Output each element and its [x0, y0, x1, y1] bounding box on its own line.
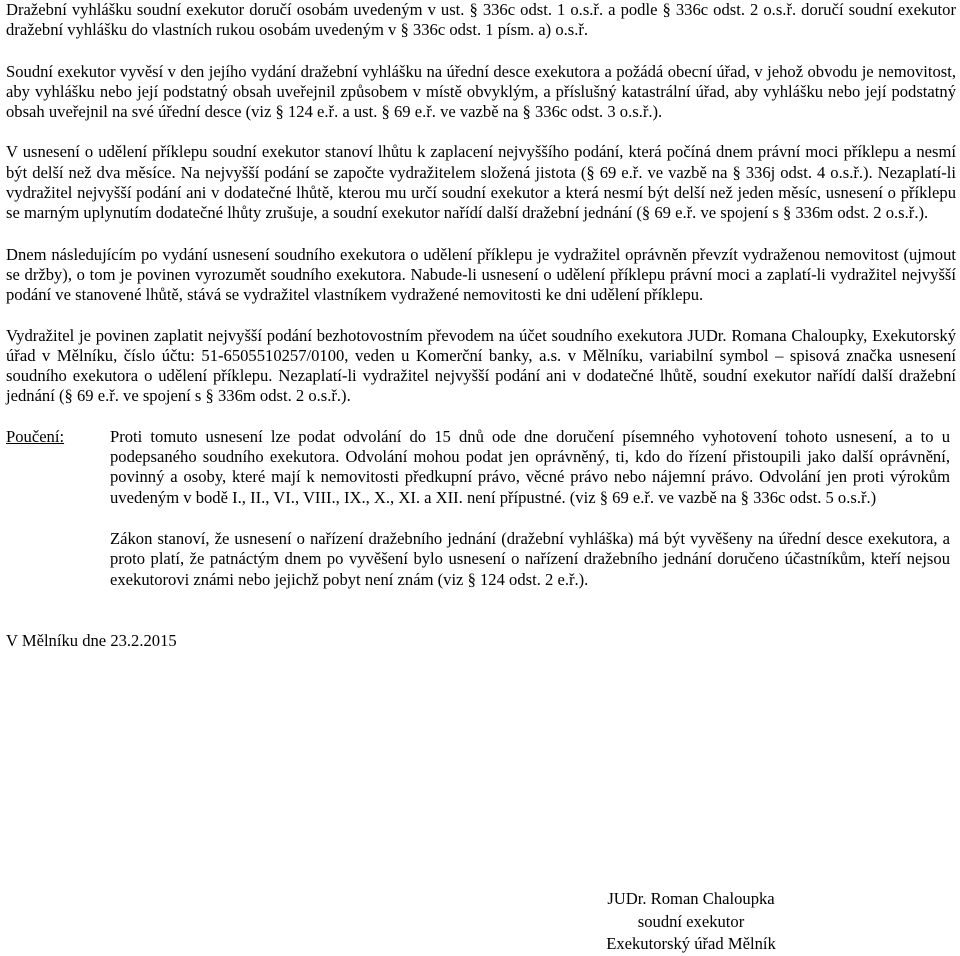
- paragraph-posting: Soudní exekutor vyvěsí v den jejího vydání dražební vyhlášku na úřední desce exekutora a požádá obecní úřad, v jehož obvodu je nemovitost, aby vyhlášku nebo její podstatný obsah uveřejnil způsobem v místě obvyklým, a příslušný katastrální úřad, aby vyhlášku nebo její podstatný obsah uveřejnil na své úřední desce (viz § 124 e.ř. a ust. § 69 e.ř. ve vazbě na § 336c odst. 3 o.s.ř.).: [6, 61, 956, 122]
- paragraph-payment-account: Vydražitel je povinen zaplatit nejvyšší podání bezhotovostním převodem na účet soudního exekutora JUDr. Romana Chaloupky, Exekutorský úřad v Mělníku, číslo účtu: 51-6505510257/0100, veden u Komerční banky, a.s. v Mělníku, variabilní symbol – spisová značka usnesení soudního exekutora o udělení příklepu. Nezaplatí-li vydražitel nejvyšší podání ani v dodatečné lhůtě, soudní exekutor nařídí další dražební jednání (§ 69 e.ř. ve spojení s § 336m odst. 2 o.s.ř.).: [6, 325, 956, 406]
- paragraph-payment-deadline: V usnesení o udělení příklepu soudní exekutor stanoví lhůtu k zaplacení nejvyššího podání, která počíná dnem právní moci příklepu a nesmí být delší než dva měsíce. Na nejvyšší podání se započte vydražitelem složená jistota (§ 69 e.ř. ve vazbě na § 336j odst. 4 o.s.ř.). Nezaplatí-li vydražitel nejvyšší podání ani v dodatečné lhůtě, kterou mu určí soudní exekutor a která nesmí být delší než jeden měsíc, usnesení o příklepu se marným uplynutím dodatečné lhůty zrušuje, a soudní exekutor nařídí další dražební jednání (§ 69 e.ř. ve spojení s § 336m odst. 2 o.s.ř.).: [6, 142, 956, 223]
- signature-office: Exekutorský úřad Mělník: [606, 934, 776, 953]
- instruction-section: [6, 427, 956, 590]
- signature-role: soudní exekutor: [637, 911, 745, 931]
- instruction-label: Poučení:: [6, 426, 65, 446]
- paragraph-delivery: Dražební vyhlášku soudní exekutor doručí osobám uvedeným v ust. § 336c odst. 1 o.s.ř. a podle § 336c odst. 2 o.s.ř. doručí soudní exekutor dražební vyhlášku do vlastních rukou osobám uvedeným v § 336c odst. 1 písm. a) o.s.ř.: [6, 0, 956, 40]
- instruction-appeal-text: Proti tomuto usnesení lze podat odvolání do 15 dnů ode dne doručení písemného vyhotovení tohoto usnesení, a to u podepsaného soudního exekutora. Odvolání mohou podat jen oprávněný, ti, kdo do řízení přistoupili jako další oprávnění, povinný a osoby, které mají k nemovitosti předkupní právo, věcné právo nebo nájemní právo. Odvolání jen proti výrokům uvedeným v bodě I., II., VI., VIII., IX., X., XI. a XII. není přípustné. (viz § 69 e.ř. ve vazbě na § 336c odst. 5 o.s.ř.): [110, 426, 950, 507]
- signature-block: [588, 888, 794, 956]
- instruction-law-text: Zákon stanoví, že usnesení o nařízení dražebního jednání (dražební vyhláška) má být vyvěšeny na úřední desce exekutora, a proto platí, že patnáctým dnem po vyvěšení bylo usnesení o nařízení dražebního jednání doručeno účastníkům, kteří nejsou exekutorovi známi nebo jejichž pobyt není znám (viz § 124 odst. 2 e.ř.).: [110, 528, 950, 589]
- signature-name: JUDr. Roman Chaloupka: [607, 889, 775, 908]
- instruction-body: [110, 427, 956, 590]
- date-line: V Mělníku dne 23.2.2015: [6, 630, 177, 650]
- paragraph-possession: Dnem následujícím po vydání usnesení soudního exekutora o udělení příklepu je vydražitel oprávněn převzít vydraženou nemovitost (ujmout se držby), o tom je povinen vyrozumět soudního exekutora. Nabude-li usnesení o udělení příklepu právní moci a zaplatí-li vydražitel nejvyšší podání ve stanovené lhůtě, stává se vydražitel vlastníkem vydražené nemovitosti ke dni udělení příklepu.: [6, 244, 956, 305]
